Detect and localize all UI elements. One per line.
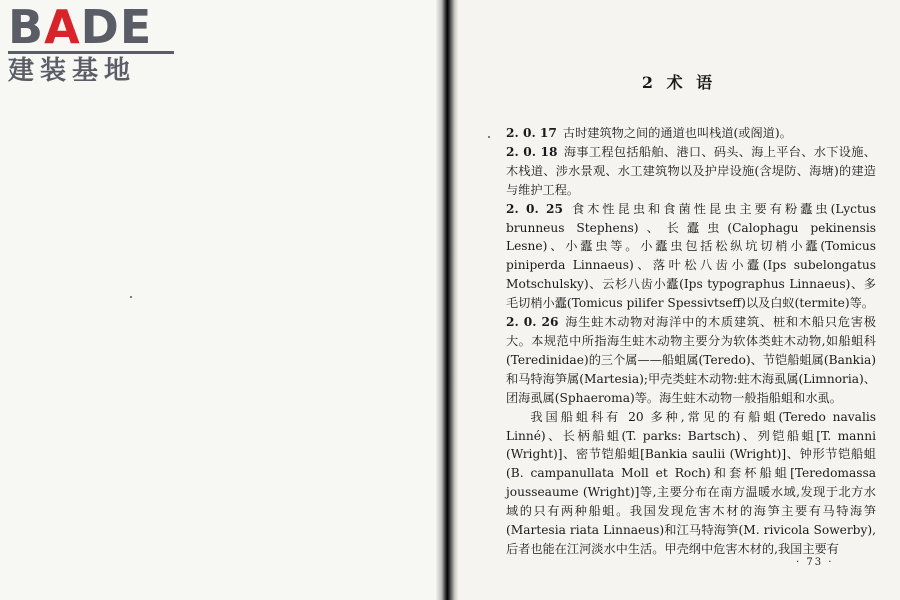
page-speck [130, 296, 132, 298]
page-speck [488, 136, 490, 138]
term-item [506, 143, 876, 200]
term-text: 海生蛀木动物对海洋中的木质建筑、桩和木船只危害极大。本规范中所指海生蛀木动物主要分为软体类蛀木动物,如船蛆科(Teredinidae)的三个属——船蛆属(Teredo)、节铠船蛆属(Bankia)和马特海笋属(Martesia);甲壳类蛀木动物:蛀木海虱属(Limnoria)、团海虱属(Sphaeroma)等。海生蛀木动物一般指船蛆和水虱。 [506, 315, 876, 405]
logo-wordmark [8, 0, 178, 54]
book-gutter [436, 0, 458, 600]
term-text: 食木性昆虫和食菌性昆虫主要有粉蠹虫(Lyctus brunneus Stephens)、长蠹虫(Calophagu pekinensis Lesne)、小蠹虫等。小蠹虫包括松纵坑切梢小蠹(Tomicus piniperda Linnaeus)、落叶松八齿小蠹(Ips subelongatus Motschulsky)、云杉八齿小蠹(Ips typographus Linnaeus)、多毛切梢小蠹(Tomicus pilifer Spessivtseff)以及白蚁(termite)等。 [506, 201, 876, 311]
term-item [506, 313, 876, 408]
term-item [506, 124, 876, 143]
term-number: 2. 0. 17 [506, 126, 557, 140]
logo-letter-accent: A [44, 0, 81, 54]
left-page [0, 0, 440, 600]
logo-letters-prefix: B [8, 0, 45, 54]
logo-letters-suffix: DE [80, 0, 153, 54]
page-content [506, 124, 876, 559]
term-number: 2. 0. 26 [506, 315, 559, 330]
bade-logo [8, 0, 178, 88]
term-text: 古时建筑物之间的通道也叫栈道(或阁道)。 [562, 126, 792, 140]
page-number: · 73 · [796, 557, 834, 568]
term-number: 2. 0. 18 [506, 144, 558, 159]
right-page [458, 0, 900, 600]
term-item [506, 200, 876, 313]
term-number: 2. 0. 25 [506, 201, 563, 216]
body-paragraph: 我国船蛆科有 20 多种,常见的有船蛆(Teredo navalis Linné)、长柄船蛆(T. parks: Bartsch)、列铠船蛆[T. manni (Wright)]、密节铠船蛆[Bankia saulii (Wright)]、钟形节铠船蛆(B. campanullata Moll et Roch)和套杯船蛆[Teredomassa jousseaume (Wright)]等,主要分布在南方温暖水域,发现于北方水域的只有两种船蛆。我国发现危害木材的海笋主要有马特海笋(Martesia riata Linnaeus)和江马特海笋(M. rivicola Sowerby),后者也能在江河淡水中生活。甲壳纲中危害木材的,我国主要有 [506, 409, 876, 556]
term-text: 海事工程包括船舶、港口、码头、海上平台、水下设施、木栈道、涉水景观、水工建筑物以及护岸设施(含堤防、海塘)的建造与维护工程。 [506, 144, 876, 197]
chapter-title: 2 术 语 [641, 73, 717, 92]
logo-subtitle: 建装基地 [8, 56, 137, 86]
